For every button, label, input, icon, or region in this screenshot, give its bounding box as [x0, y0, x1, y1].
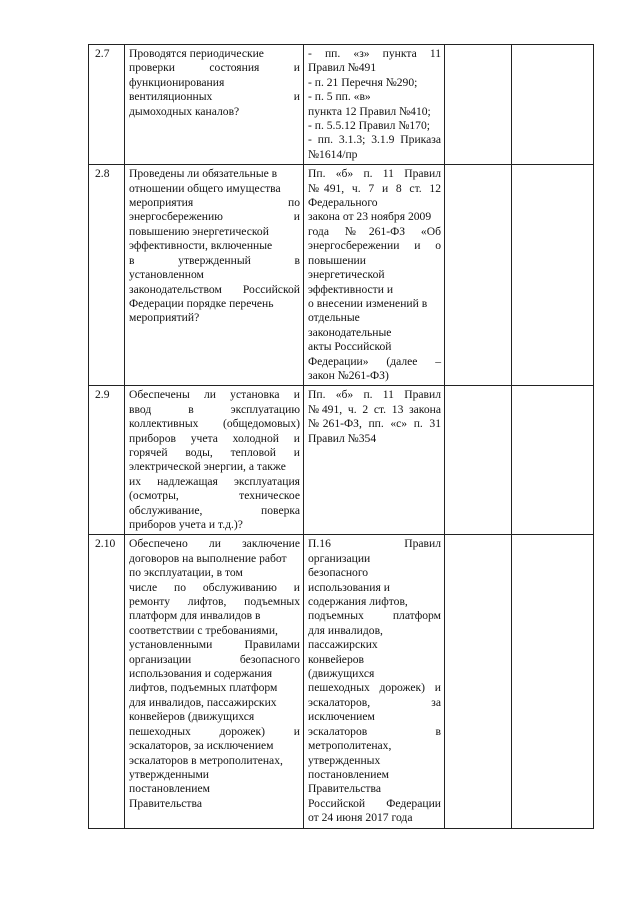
table-row	[89, 45, 594, 165]
legal-basis-line: конвейеров	[308, 652, 365, 666]
legal-basis-line: энергетической	[308, 268, 385, 282]
checklist-table	[88, 44, 594, 829]
legal-basis-line: метрополитенах,	[308, 739, 392, 753]
legal-basis-line: пункта 12 Правил №410;	[308, 104, 431, 118]
question-line: эскалаторов, за исключением	[129, 739, 274, 753]
question-line: Правительства	[129, 796, 202, 810]
legal-basis-line: утвержденных	[308, 753, 381, 767]
legal-basis-line: (движущихся	[308, 667, 375, 681]
legal-basis-line: отдельные	[308, 311, 360, 325]
legal-basis-line: Правил №491	[308, 61, 377, 75]
legal-basis-line: от 24 июня 2017 года	[308, 811, 413, 825]
question-line: для инвалидов, пассажирских	[129, 695, 277, 709]
legal-basis-line: - пп. «з» пункта 11	[308, 47, 441, 60]
question-line: приборов учета и т.д.)?	[129, 518, 243, 531]
question-line: установленном	[129, 268, 204, 282]
legal-basis-line: законодательные	[308, 325, 392, 339]
legal-basis-line: содержания лифтов,	[308, 595, 408, 609]
question-line: эффективности, включенные	[129, 239, 273, 253]
question-line: использования и содержания	[129, 667, 273, 681]
legal-basis-line: использования и	[308, 580, 390, 594]
legal-basis-line: Пп. «б» п. 11 Правил	[308, 388, 441, 402]
legal-basis-line: - п. 5.5.12 Правил №170;	[308, 119, 430, 133]
row-number: 2.7	[89, 45, 125, 165]
legal-basis-line: повышении	[308, 253, 366, 267]
question-line: Обеспечено ли заключение	[129, 537, 300, 551]
question-line: горячей воды, тепловой и	[129, 445, 300, 459]
legal-basis-line: П.16 Правил	[308, 537, 441, 551]
question-line: их надлежащая эксплуатация	[129, 474, 300, 488]
legal-basis-line: Российской Федерации	[308, 796, 441, 810]
legal-basis-line: пассажирских	[308, 638, 378, 652]
legal-basis-line: Правительства	[308, 782, 381, 796]
legal-basis-cell	[304, 535, 445, 828]
legal-basis-line: энергосбережении и о	[308, 239, 441, 253]
question-line: эскалаторов в метрополитенах,	[129, 753, 283, 767]
empty-note-cell	[512, 535, 594, 828]
legal-basis-line: Федерального	[308, 196, 378, 210]
question-line: по эксплуатации, в том	[129, 566, 243, 580]
legal-basis-line: эффективности и	[308, 282, 394, 296]
question-cell	[125, 535, 304, 828]
question-line: утвержденными	[129, 767, 210, 781]
question-line: Федерации порядке перечень	[129, 296, 274, 310]
legal-basis-line: - пп. 3.1.3; 3.1.9 Приказа	[308, 133, 441, 147]
question-line: Проводятся периодические	[129, 47, 264, 60]
legal-basis-line: эскалаторов в	[308, 724, 441, 738]
question-line: соответствии с требованиями,	[129, 623, 278, 637]
legal-basis-line: эскалаторов, за	[308, 695, 441, 709]
table-row	[89, 535, 594, 828]
empty-answer-cell	[445, 535, 512, 828]
question-line: установленными Правилами	[129, 638, 300, 652]
question-line: (осмотры, техническое	[129, 489, 300, 503]
legal-basis-line: закона от 23 ноября 2009	[308, 210, 432, 224]
legal-basis-line: исключением	[308, 710, 375, 724]
legal-basis-line: безопасного	[308, 566, 369, 580]
row-number: 2.9	[89, 386, 125, 535]
empty-answer-cell	[445, 45, 512, 165]
document-page	[88, 44, 594, 829]
legal-basis-line: Правил №354	[308, 431, 377, 445]
legal-basis-line: организации	[308, 551, 371, 565]
question-line: приборов учета холодной и	[129, 431, 300, 445]
question-cell	[125, 386, 304, 535]
question-line: мероприятий?	[129, 311, 200, 325]
legal-basis-line: пешеходных дорожек) и	[308, 681, 441, 695]
empty-note-cell	[512, 45, 594, 165]
legal-basis-line: закон №261-ФЗ)	[308, 368, 389, 382]
legal-basis-cell	[304, 386, 445, 535]
legal-basis-line: для инвалидов,	[308, 623, 383, 637]
legal-basis-line: года №261-ФЗ «Об	[308, 224, 441, 238]
legal-basis-line: - п. 5 пп. «в»	[308, 90, 371, 104]
question-line: обслуживание, поверка	[129, 503, 300, 517]
question-line: проверки состояния и	[129, 61, 300, 75]
question-line: пешеходных дорожек) и	[129, 724, 300, 738]
question-line: электрической энергии, а также	[129, 460, 286, 474]
question-line: лифтов, подъемных платформ	[129, 681, 278, 695]
question-cell	[125, 45, 304, 165]
question-line: в утвержденный в	[129, 253, 300, 267]
question-line: коллективных (общедомовых)	[129, 417, 300, 431]
question-cell	[125, 165, 304, 386]
question-line: отношении общего имущества	[129, 181, 281, 195]
question-line: Обеспечены ли установка и	[129, 388, 300, 402]
legal-basis-line: №491, ч. 2 ст. 13 закона	[308, 402, 441, 416]
legal-basis-line: акты Российской	[308, 340, 392, 354]
row-number: 2.10	[89, 535, 125, 828]
question-line: постановлением	[129, 782, 210, 796]
legal-basis-cell	[304, 45, 445, 165]
legal-basis-line: Федерации» (далее –	[308, 354, 441, 368]
legal-basis-line: №1614/пр	[308, 147, 358, 161]
legal-basis-line: подъемных платформ	[308, 609, 441, 623]
question-line: функционирования	[129, 75, 225, 89]
empty-answer-cell	[445, 165, 512, 386]
legal-basis-line: Пп. «б» п. 11 Правил	[308, 167, 441, 181]
question-line: Проведены ли обязательные в	[129, 167, 278, 181]
question-line: договоров на выполнение работ	[129, 551, 287, 565]
question-line: ввод в эксплуатацию	[129, 402, 300, 416]
legal-basis-line: №491, ч. 7 и 8 ст. 12	[308, 181, 441, 195]
question-line: мероприятия по	[129, 196, 300, 210]
question-line: платформ для инвалидов в	[129, 609, 261, 623]
question-line: вентиляционных и	[129, 90, 300, 104]
row-number: 2.8	[89, 165, 125, 386]
question-line: законодательством Российской	[129, 282, 300, 296]
legal-basis-cell	[304, 165, 445, 386]
legal-basis-line: постановлением	[308, 767, 389, 781]
empty-answer-cell	[445, 386, 512, 535]
legal-basis-line: №261-ФЗ, пп. «с» п. 31	[308, 417, 441, 431]
table-row	[89, 386, 594, 535]
question-line: числе по обслуживанию и	[129, 580, 300, 594]
table-row	[89, 165, 594, 386]
question-line: конвейеров (движущихся	[129, 710, 255, 724]
question-line: организации безопасного	[129, 652, 300, 666]
question-line: повышению энергетической	[129, 224, 269, 238]
empty-note-cell	[512, 165, 594, 386]
empty-note-cell	[512, 386, 594, 535]
legal-basis-line: - п. 21 Перечня №290;	[308, 75, 418, 89]
question-line: энергосбережению и	[129, 210, 300, 224]
question-line: ремонту лифтов, подъемных	[129, 595, 300, 609]
question-line: дымоходных каналов?	[129, 104, 240, 118]
legal-basis-line: о внесении изменений в	[308, 296, 428, 310]
